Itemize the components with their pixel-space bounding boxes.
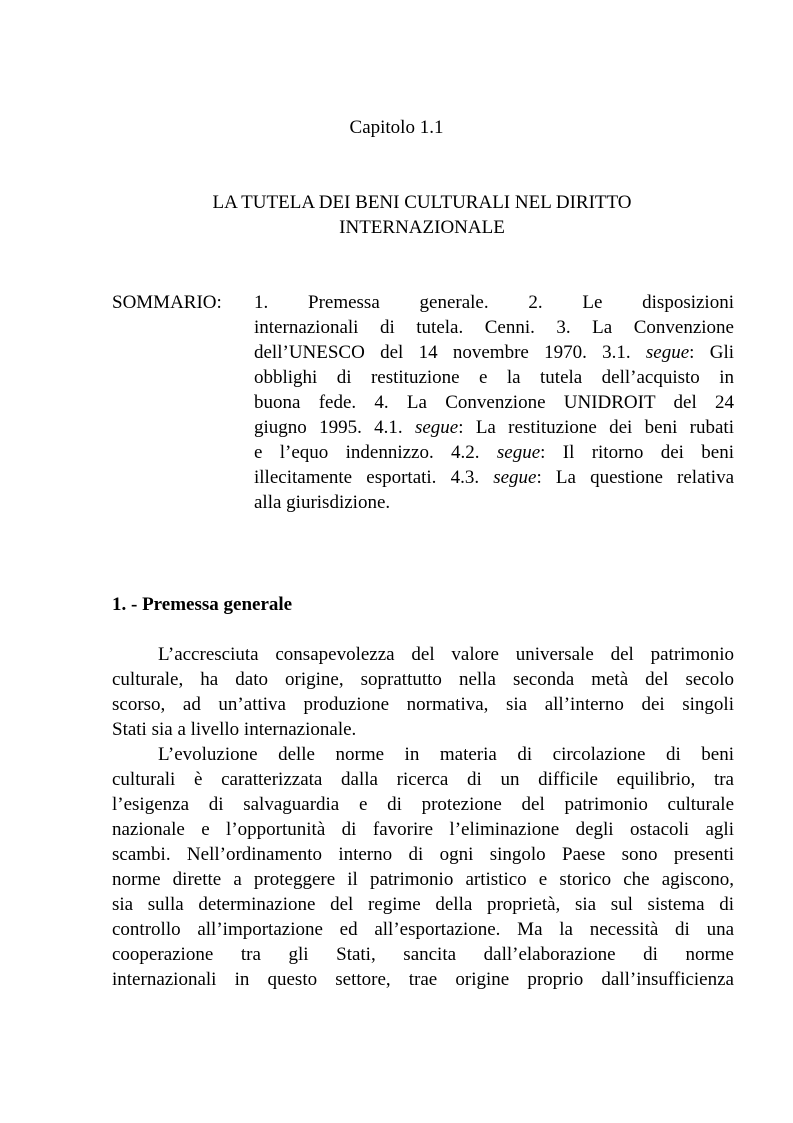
chapter-title-line: INTERNAZIONALE [339,217,505,238]
paragraph-line: norme dirette a proteggere il patrimonio artistico e storico che agiscono, [112,869,734,890]
paragraph-line: l’esigenza di salvaguardia e di protezione del patrimonio culturale [112,794,734,815]
paragraph-line: culturale, ha dato origine, soprattutto nella seconda metà del secolo [112,669,734,690]
paragraph-line: L’evoluzione delle norme in materia di circolazione di beni [158,744,734,765]
summary-line: alla giurisdizione. [254,492,391,513]
section-heading: 1. - Premessa generale [112,594,293,615]
paragraph-line: scorso, ad un’attiva produzione normativa, sia all’interno dei singoli [112,694,734,715]
chapter-title [110,190,734,240]
summary-line: illecitamente esportati. 4.3. segue: La questione relativa [254,467,734,488]
summary-line: obblighi di restituzione e la tutela dell’acquisto in [254,367,734,388]
paragraph-line: nazionale e l’opportunità di favorire l’eliminazione degli ostacoli agli [112,819,734,840]
paragraph-line: sia sulla determinazione del regime della proprietà, sia sul sistema di [112,894,734,915]
paragraph-line: L’accresciuta consapevolezza del valore universale del patrimonio [158,644,734,665]
summary-line: internazionali di tutela. Cenni. 3. La Convenzione [254,317,734,338]
summary-line: dell’UNESCO del 14 novembre 1970. 3.1. segue: Gli [254,342,735,363]
paragraph-line: internazionali in questo settore, trae origine proprio dall’insufficienza [112,969,734,990]
chapter-title-line: LA TUTELA DEI BENI CULTURALI NEL DIRITTO [212,192,632,213]
paragraph-line: controllo all’importazione ed all’esportazione. Ma la necessità di una [112,919,734,940]
summary-line: giugno 1995. 4.1. segue: La restituzione dei beni rubati [254,417,734,438]
paragraph-line: cooperazione tra gli Stati, sancita dall’elaborazione di norme [112,944,734,965]
paragraph-line: Stati sia a livello internazionale. [112,719,357,740]
summary-body [254,290,734,515]
chapter-number: Capitolo 1.1 [349,117,444,138]
section-body [112,642,734,992]
paragraph-line: scambi. Nell’ordinamento interno di ogni singolo Paese sono presenti [112,844,734,865]
summary-line: e l’equo indennizzo. 4.2. segue: Il ritorno dei beni [254,442,734,463]
paragraph-line: culturali è caratterizzata dalla ricerca di un difficile equilibrio, tra [112,769,734,790]
summary-label: SOMMARIO: [112,292,222,313]
summary-line: buona fede. 4. La Convenzione UNIDROIT del 24 [254,392,734,413]
summary-line: 1. Premessa generale. 2. Le disposizioni [254,292,734,313]
